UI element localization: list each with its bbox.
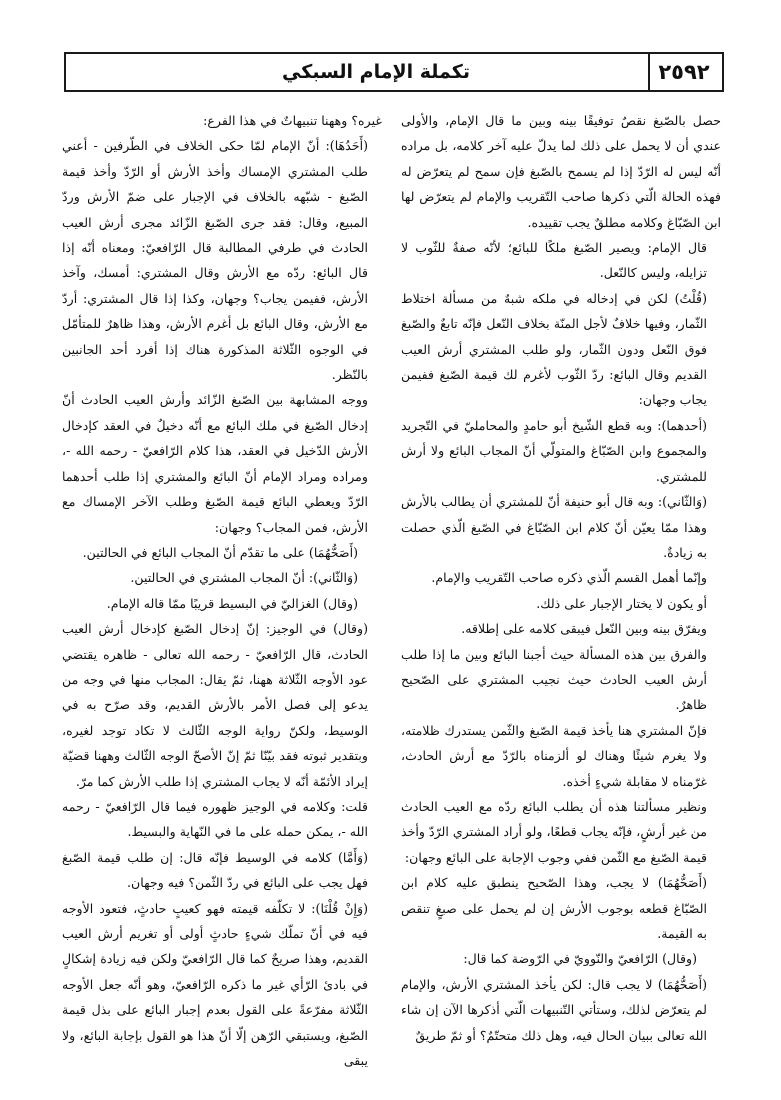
paragraph: (قُلْتُ) لكن في إدخاله في ملكه شبهٌ من مسألة اختلاط الثّمار، وفيها خلافٌ لأجل المنّة بخلاف النّعل فإنّه تابعٌ والصّبغ فوق النّعل ودون الثّمار، ولو طلب المشتري أرش العيب القديم وقال البائع: ردّ الثّوب لأغرم لك قيمة الصّبغ ففيمن يجاب وجهان: — [401, 290, 707, 408]
paragraph: (وَإِنْ قُلْنَا): لا تكلّفه قيمته فهو كعيبٍ حادثٍ، فتعود الأوجه فيه في أنّ تملّك شيءٍ حادثٍ أولى أو تغريم أرش العيب القديم، وهذا صريحٌ كما قال الرّافعيّ ولكن فيه زيادة إشكالٍ في بادئ الرّأي غير ما ذكره الرّافعيّ، وهو أنّه جعل الأوجه الثّلاثة مفرّعةً على القول بعدم إجبار البائع على بذل قيمة الصّبغ، ويستبقي الرّهن إلّا أنّ هذا هو القول بإجابة البائع، ولا يبقى — [62, 900, 368, 1069]
right-text-column — [401, 108, 721, 1093]
paragraph: والفرق بين هذه المسألة حيث أجبنا البائع وبين ما إذا طلب أرش العيب الحادث حيث نجيب المشتري على الصّحيح ظاهرٌ. — [401, 646, 707, 713]
paragraph: (وقال) الرّافعيّ والنّوويّ في الرّوضة كما قال: — [463, 951, 697, 967]
paragraph: (وقال) في الوجيز: إنّ إدخال الصّبغ كإدخال أرش العيب الحادث، قال الرّافعيّ - رحمه الله تعالى - ظاهره يقتضي عود الأوجه الثّلاثة ههنا، ثمّ يقال: المجاب منها في وجه من يدعو إلى فصل الأمر بالأرش القديم، وقد صرّح به في الوسيط، ولكنّ رواية الوجه الثّالث لا تكاد توجد لغيره، وبتقدير ثبوته فقد بيّنّا ثمّ إنّ الأصحّ الوجه الثّالث وههنا قضيّة إيراد الأئمّة أنّه لا يجاب المشتري إذا طلب الأرش كما مرّ. — [62, 621, 368, 789]
paragraph: ويفرّق بينه وبين النّعل فيبقى كلامه على إطلاقه. — [461, 621, 707, 637]
paragraph: (أَحَدُهَا): أنّ الإمام لمّا حكى الخلاف في الطّرفين - أعني طلب المشتري الإمساك وأخذ الأرش أو الرّدّ وأخذ قيمة الصّبغ - شبّهه بالخلاف في الإجبار على ضمّ الأرش وردّ المبيع، وقال: فقد جرى الصّبغ الزّائد مجرى أرش العيب الحادث في طرفي المطالبة قال الرّافعيّ: ومعناه أنّه إذا قال البائع: ردّه مع الأرش وقال المشتري: أمسك، وآخذ الأرش، ففيمن يجاب؟ وجهان، وكذا إذا قال المشتري: أردّ مع الأرش، وقال البائع بل أغرم الأرش، وهذا ظاهرٌ للمتأمّل في الوجوه الثّلاثة المذكورة هناك إذا أفرد أحد الجانبين بالنّظر. — [62, 138, 368, 383]
paragraph: (وَأَمَّا) كلامه في الوسيط فإنّه قال: إن طلب قيمة الصّبغ فهل يجب على البائع في ردّ الثّمن؟ فيه وجهان. — [62, 849, 368, 891]
paragraph: (وقال) الغزاليّ في البسيط قريبًا ممّا قاله الإمام. — [106, 595, 358, 611]
paragraph: أو يكون لا يختار الإجبار على ذلك. — [536, 595, 707, 611]
page-number: ٢٥٩٢ — [658, 60, 710, 84]
running-title: تكملة الإمام السبكي — [282, 61, 470, 83]
paragraph: حصل بالصّبغ نقصٌ توفيقًا بينه وبين ما قال الإمام، والأولى عندي أن لا يحمل على ذلك لما يدلّ عليه آخر كلامه، بل مراده أنّه ليس له الرّدّ إذا لم يسمح بالصّبغ فإن سمح لم يتعرّض له فهذه الحالة الّتي ذكرها صاحب التّقريب والإمام لم يتعرّض لها ابن الصّبّاغ وكلامه مطلقٌ يجب تقييده. — [401, 113, 721, 230]
paragraph: وإنّما أهمل القسم الّذي ذكره صاحب التّقريب والإمام. — [431, 570, 707, 586]
paragraph: (أَصَحُّهُمَا) لا يجب قال: لكن يأخذ المشتري الأرش، والإمام لم يتعرّض لذلك، وستأتي التّنبيهات الّتي أذكرها الآن إن شاء الله تعالى ببيان الحال فيه، وهل ذلك متحتّمٌ؟ أو ثمّ طريقٌ — [401, 976, 707, 1043]
left-text-column — [62, 108, 382, 1093]
paragraph: (وَالثّاني): أنّ المجاب المشتري في الحالتين. — [130, 570, 358, 586]
paragraph: (أحدهما): وبه قطع الشّيخ أبو حامدٍ والمحامليّ في التّجريد والمجموع وابن الصّبّاغ والمتولّي أنّ المجاب البائع ولا أرش للمشتري. — [401, 417, 707, 484]
paragraph: ونظير مسألتنا هذه أن يطلب البائع ردّه مع العيب الحادث من غير أرشٍ، فإنّه يجاب قطعًا، ولو أراد المشتري الرّدّ وأخذ قيمة الصّبغ مع الثّمن ففي وجوب الإجابة على البائع وجهان: — [401, 798, 707, 865]
paragraph: (وَالثّاني): وبه قال أبو حنيفة أنّ للمشتري أن يطالب بالأرش وهذا ممّا يعيّن أنّ كلام ابن الصّبّاغ في الصّبغ الّذي حصلت به زيادةٌ. — [401, 494, 707, 560]
paragraph: غيره؟ وههنا تنبيهاتٌ في هذا الفرع: — [203, 113, 382, 128]
paragraph: قال الإمام: ويصير الصّبغ ملكًا للبائع؛ لأنّه صفةٌ للثّوب لا تزايله، وليس كالنّعل. — [401, 240, 707, 281]
paragraph: (أَصَحُّهُمَا) لا يجب، وهذا الصّحيح ينطبق عليه كلام ابن الصّبّاغ قطعه بوجوب الأرش إن لم يحمل على صبغٍ تنقص به القيمة. — [401, 875, 707, 941]
paragraph: قلت: وكلامه في الوجيز ظهوره فيما قال الرّافعيّ - رحمه الله -، يمكن حمله على ما في النّهاية والبسيط. — [62, 798, 368, 840]
page-header — [64, 52, 724, 92]
paragraph: (أَصَحُّهُمَا) على ما تقدّم أنّ المجاب البائع في الحالتين. — [82, 544, 358, 560]
paragraph: فإنّ المشتري هنا يأخذ قيمة الصّبغ والثّمن يستدرك ظلامته، ولا يغرم شيئًا وهناك لو ألزمناه بالرّدّ مع أرش الحادث، غرّمناه لا مقابلة شيءٍ أخذه. — [401, 722, 707, 789]
paragraph: ووجه المشابهة بين الصّبغ الزّائد وأرش العيب الحادث أنّ إدخال الصّبغ في ملك البائع مع أنّه دخيلٌ في العقد كإدخال الأرش الدّخيل في العقد، هذا كلام الرّافعيّ - رحمه الله -، ومراده ومراد الإمام أنّ البائع والمشتري إذا طلب أحدهما الرّدّ ويعطي البائع قيمة الصّبغ وطلب الآخر الإمساك مع الأرش، فمن المجاب؟ وجهان: — [62, 392, 368, 535]
